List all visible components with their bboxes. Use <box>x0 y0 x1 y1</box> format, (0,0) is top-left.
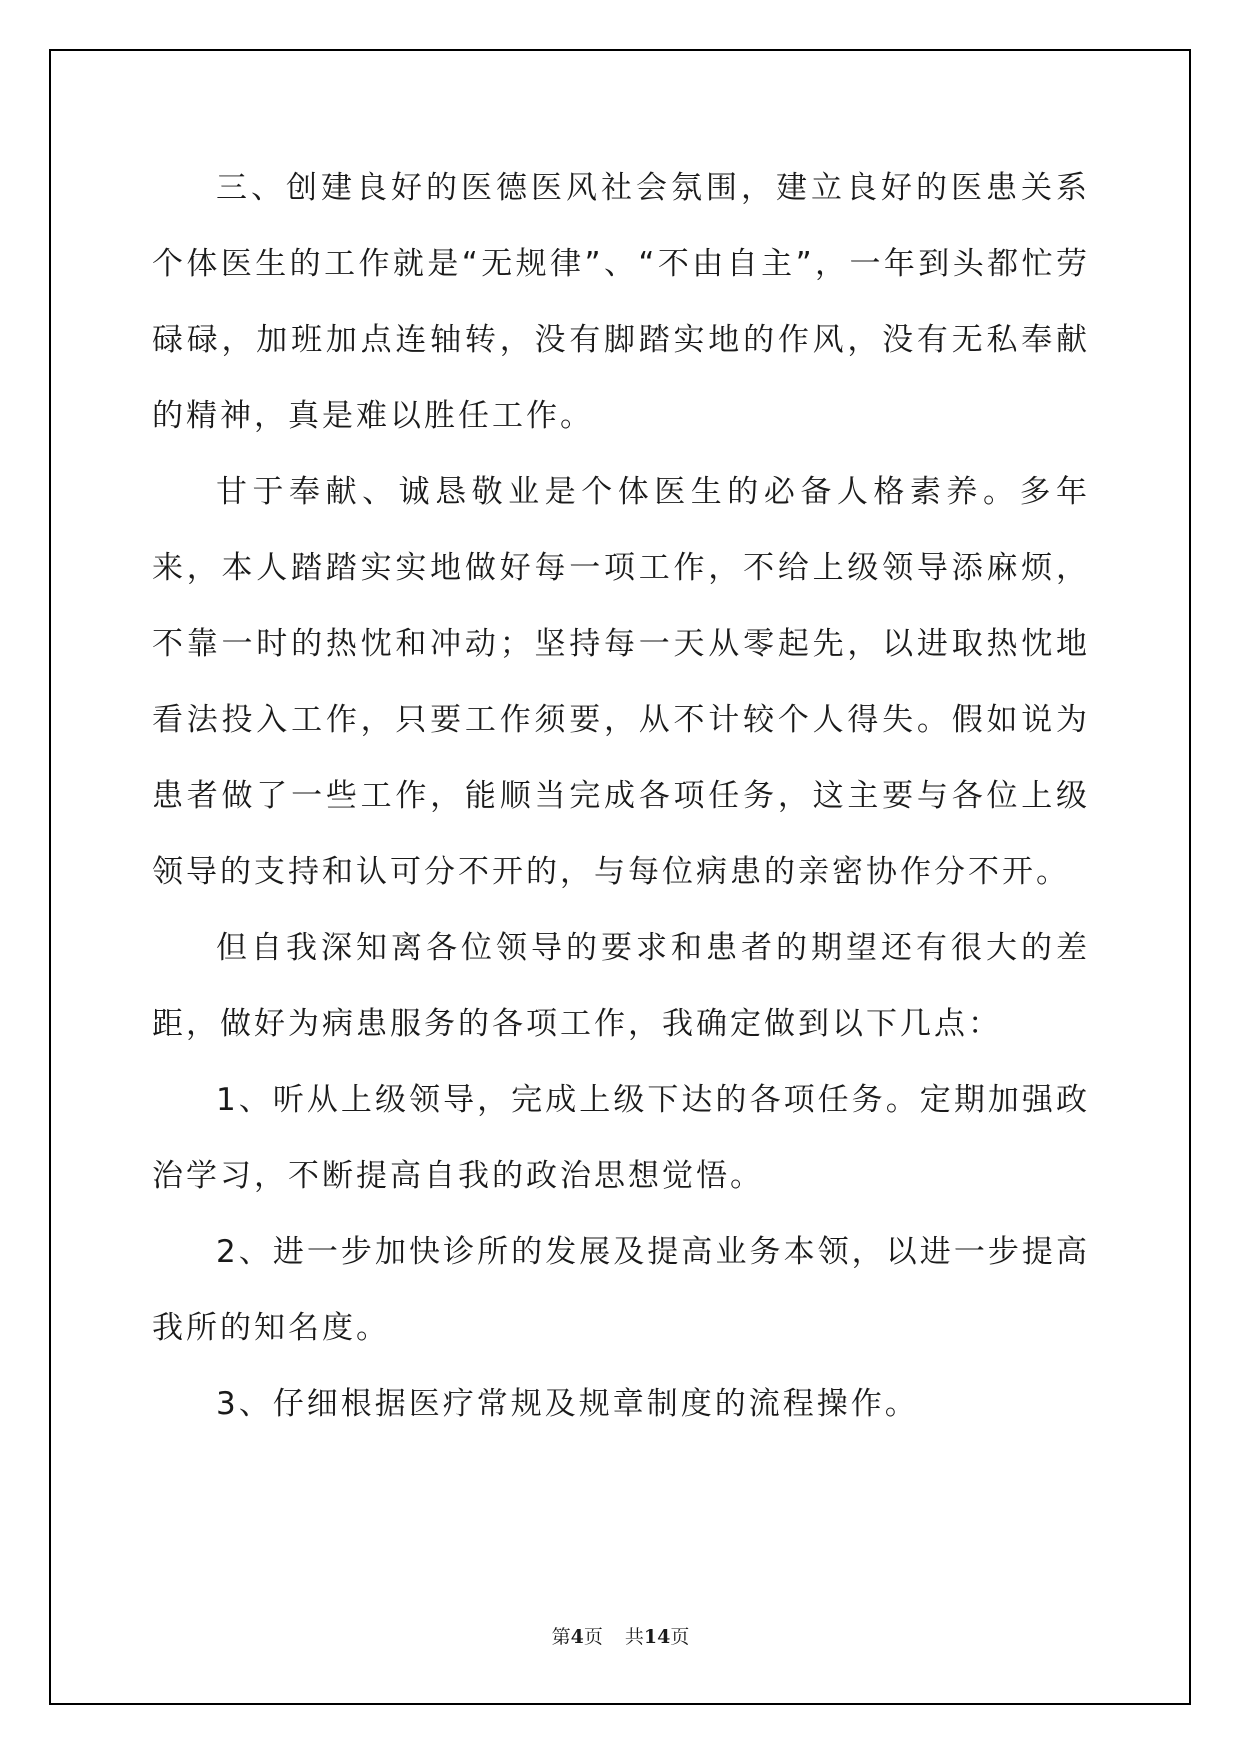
footer-page-word: 页 <box>583 1626 603 1648</box>
footer-total-suffix: 页 <box>670 1626 690 1648</box>
paragraph-3: 但自我深知离各位领导的要求和患者的期望还有很大的差距，做好为病患服务的各项工作，我确定做到以下几点： <box>152 930 1090 1042</box>
footer-prefix: 第 <box>551 1626 571 1648</box>
document-body <box>152 150 1090 1442</box>
paragraph-4: 1、听从上级领导，完成上级下达的各项任务。定期加强政治学习，不断提高自我的政治思想觉悟。 <box>152 1082 1090 1194</box>
current-page-number: 4 <box>570 1626 584 1648</box>
paragraph-6: 3、仔细根据医疗常规及规章制度的流程操作。 <box>216 1386 919 1422</box>
paragraph-2: 甘于奉献、诚恳敬业是个体医生的必备人格素养。多年来，本人踏踏实实地做好每一项工作，不给上级领导添麻烦，不靠一时的热忱和冲动；坚持每一天从零起先，以进取热忱地看法投入工作，只要工作须要，从不计较个人得失。假如说为患者做了一些工作，能顺当完成各项任务，这主要与各位上级领导的支持和认可分不开的，与每位病患的亲密协作分不开。 <box>152 474 1090 890</box>
paragraph-1: 三、创建良好的医德医风社会氛围，建立良好的医患关系个体医生的工作就是“无规律”、“不由自主”，一年到头都忙劳碌碌，加班加点连轴转，没有脚踏实地的作风，没有无私奉献的精神，真是难以胜任工作。 <box>152 170 1090 434</box>
total-page-number: 14 <box>643 1626 671 1648</box>
paragraph-5: 2、进一步加快诊所的发展及提高业务本领，以进一步提高我所的知名度。 <box>152 1234 1090 1346</box>
page-footer <box>0 1622 1241 1649</box>
footer-total-prefix: 共 <box>624 1626 644 1648</box>
